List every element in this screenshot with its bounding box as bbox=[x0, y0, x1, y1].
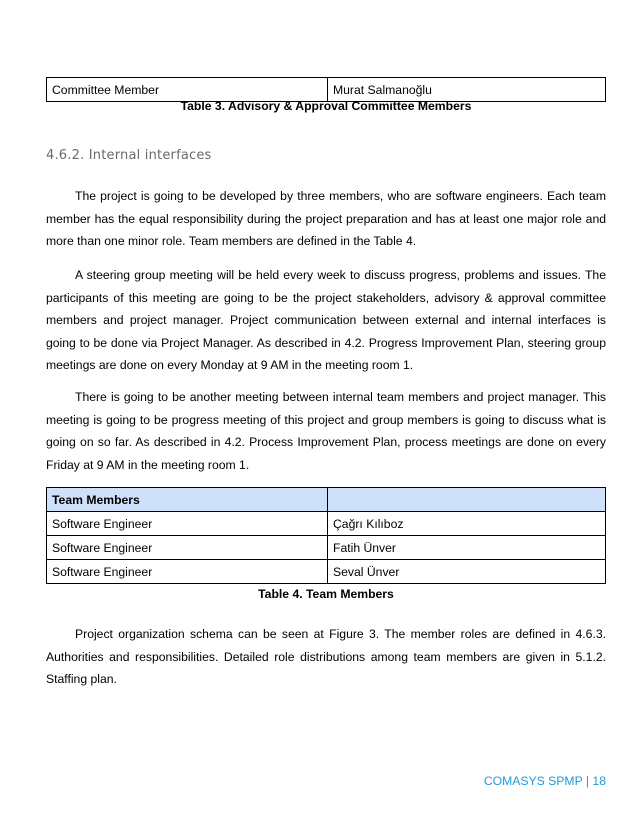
paragraph: Project organization schema can be seen at Figure 3. The member roles are defined in 4.6.3. Authorities and responsibilities. Detailed role distributions among team members are given in 5.1.2. Staffing plan. bbox=[46, 627, 606, 686]
paragraph: The project is going to be developed by three members, who are software engineers. Each team member has the equal responsibility during the project preparation and has at least one major role and more than one minor role. Team members are defined in the Table 4. bbox=[46, 189, 606, 248]
table-caption: Table 3. Advisory & Approval Committee Members bbox=[180, 99, 472, 113]
team-members-table bbox=[46, 487, 606, 584]
table-cell: Fatih Ünver bbox=[328, 536, 606, 560]
table-header-cell: Team Members bbox=[47, 488, 328, 512]
table-row bbox=[47, 560, 606, 584]
table-cell: Seval Ünver bbox=[328, 560, 606, 584]
page-footer: COMASYS SPMP | 18 bbox=[483, 774, 606, 788]
table-cell: Software Engineer bbox=[47, 512, 328, 536]
table-caption: Table 4. Team Members bbox=[258, 587, 394, 601]
table-row bbox=[47, 78, 606, 102]
paragraph: A steering group meeting will be held every week to discuss progress, problems and issues. The participants of this meeting are going to be the project stakeholders, advisory & approval committee members and project manager. Project communication between external and internal interfaces is going to be done via Project Manager. As described in 4.2. Progress Improvement Plan, steering group meetings are done on every Monday at 9 AM in the meeting room 1. bbox=[46, 268, 606, 372]
table-header-row bbox=[47, 488, 606, 512]
table-row bbox=[47, 512, 606, 536]
paragraph: There is going to be another meeting between internal team members and project manager. This meeting is going to be progress meeting of this project and group members is going to discuss what is going on so far. As described in 4.2. Process Improvement Plan, process meetings are done on every Friday at 9 AM in the meeting room 1. bbox=[46, 390, 606, 472]
table-cell: Murat Salmanoğlu bbox=[328, 78, 606, 102]
table-cell: Software Engineer bbox=[47, 560, 328, 584]
table-cell: Çağrı Kılıboz bbox=[328, 512, 606, 536]
table-cell: Committee Member bbox=[47, 78, 328, 102]
table-cell: Software Engineer bbox=[47, 536, 328, 560]
section-heading: 4.6.2. Internal interfaces bbox=[46, 148, 212, 163]
table-header-cell bbox=[328, 488, 606, 512]
table-row bbox=[47, 536, 606, 560]
